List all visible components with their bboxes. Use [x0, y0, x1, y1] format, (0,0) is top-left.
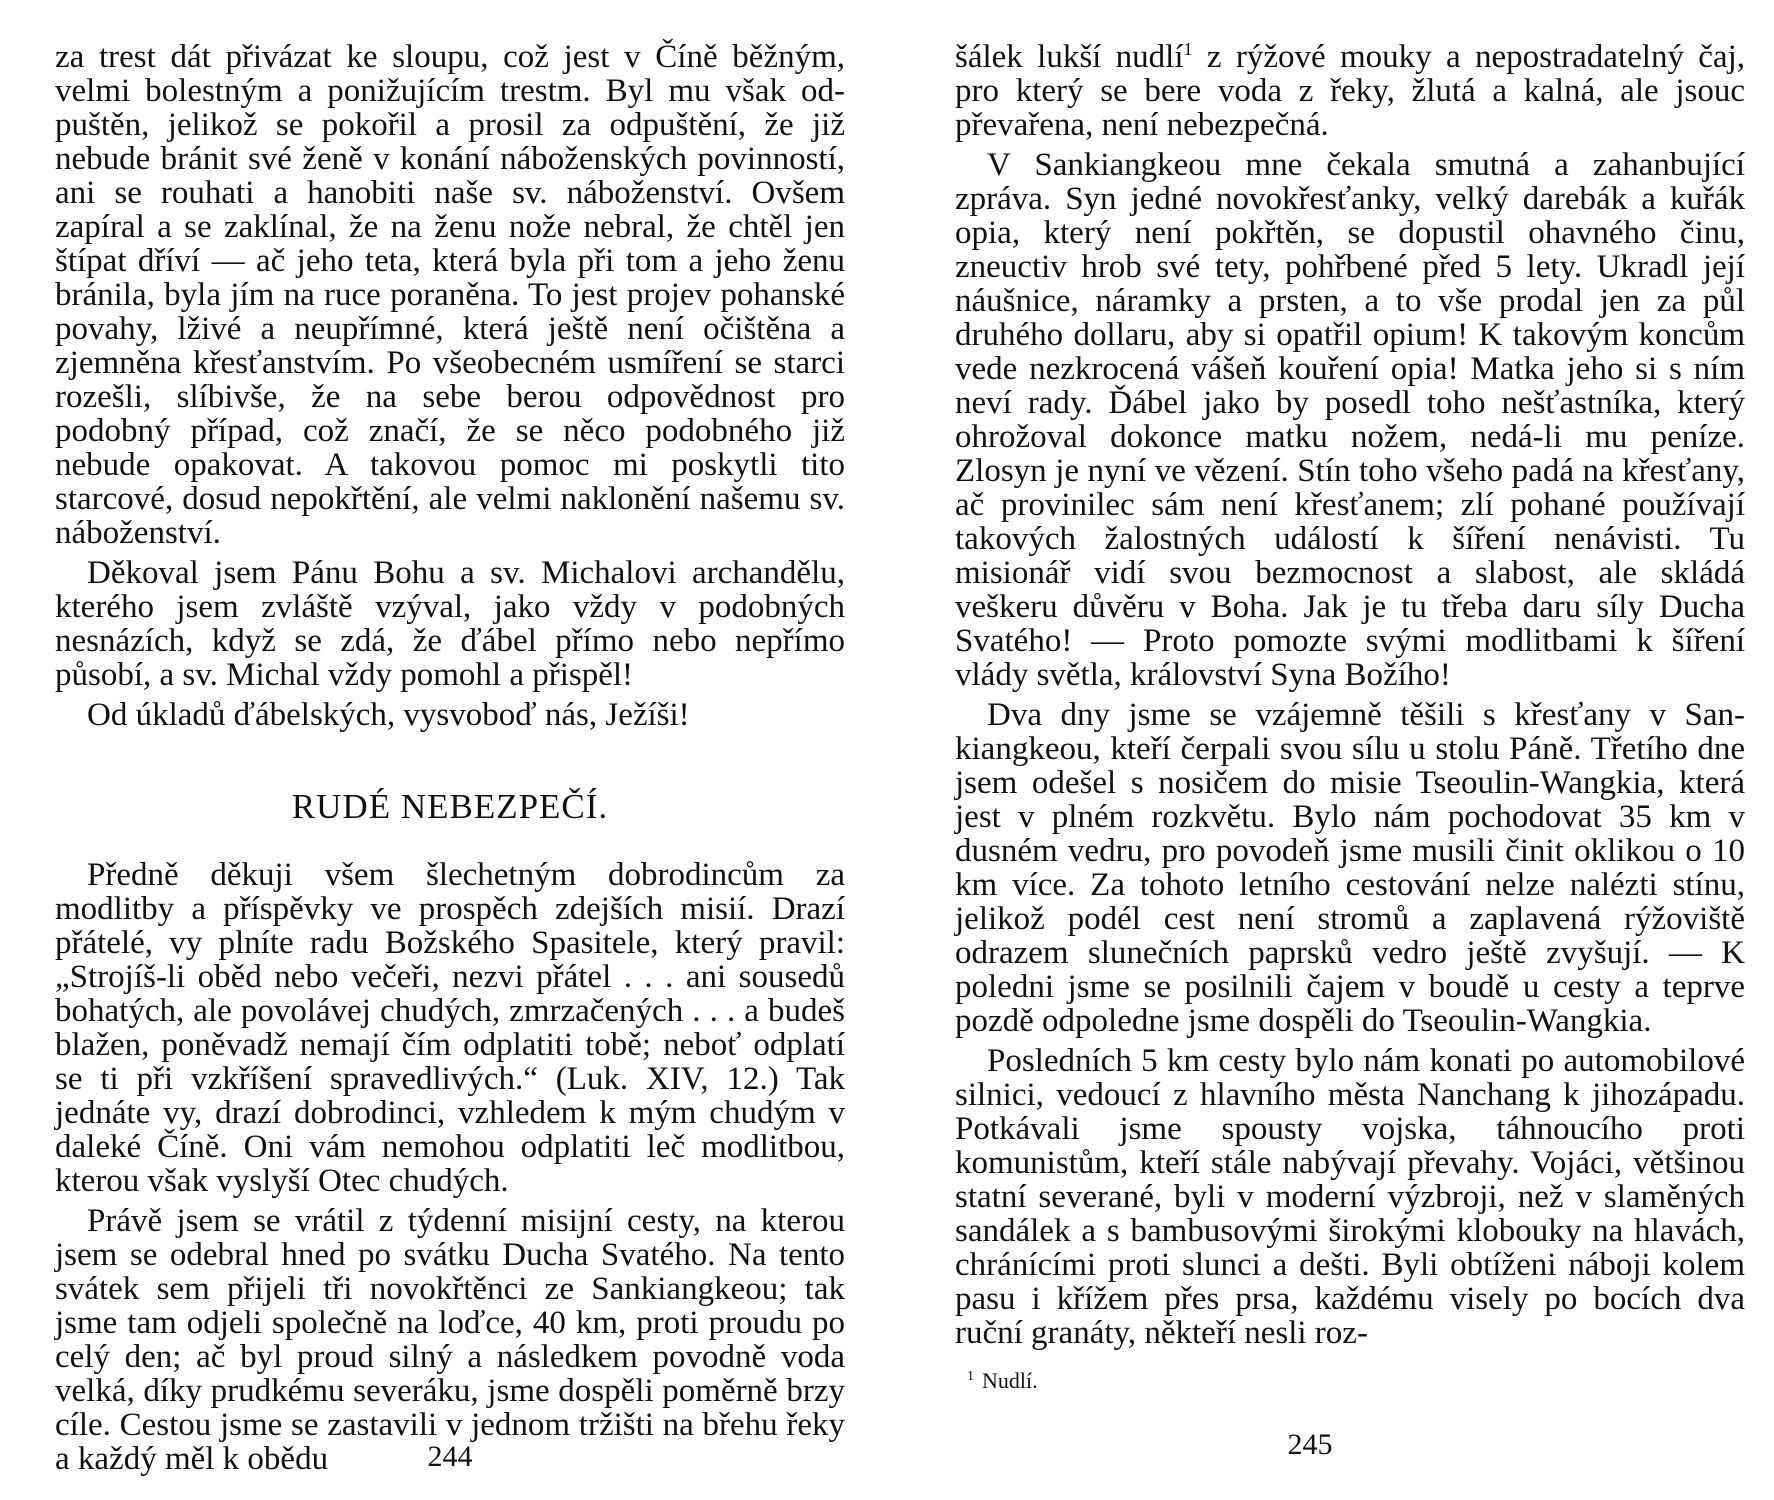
- footnote-marker: 1: [967, 1368, 974, 1384]
- paragraph: Předně děkuji všem šlechetným dobrodincům za modlitby a příspěvky ve prospěch zdejších misií. Drazí přátelé, vy plníte radu Božského Spasitele, který pravil: „Strojíš-li oběd nebo večeři, nezvi přátel . . . ani sousedů bohatých, ale povolávej chudých, zmrzačených . . . a budeš blažen, poněvadž nemají čím odplatiti tobě; neboť odplatí se ti při vzkříšení spravedlivých.“ (Luk. XIV, 12.) Tak jednáte vy, drazí dobrodinci, vzhledem k mým chudým v daleké Číně. Oni vám nemohou odplatiti leč modlitbou, kterou však vyslyší Otec chudých.: [55, 857, 845, 1199]
- closing-prayer: Od úkladů ďábelských, vysvoboď nás, Ježíši!: [87, 697, 690, 733]
- paragraph: Posledních 5 km cesty bylo nám konati po automobilové silnici, vedoucí z hlavního města Nanchang k jihozápadu. Potkávali jsme spousty vojska, táhnoucího proti komunistům, kteří stále nabývají převahy. Vojáci, většinou statní severané, byli v moderní výzbroji, než v slaměných sandálek a s bambusovými širokými klobouky na hlavách, chránícími proti slunci a dešti. Byli obtíženi náboji kolem pasu i křížem přes prsa, každému visely po bocích dva ruční granáty, někteří nesli roz-: [955, 1043, 1745, 1351]
- paragraph-text: z rýžové mouky a nepostradatelný čaj, pro který se bere voda z řeky, žlutá a kalná, ale jsouc převařena, není nebezpečná.: [955, 39, 1745, 143]
- page-number: 245: [1287, 1428, 1333, 1461]
- left-page: [55, 0, 845, 1500]
- right-page-text: [955, 40, 1745, 1356]
- footnote: [967, 1368, 1038, 1394]
- paragraph: V Sankiangkeou mne čekala smutná a zahanbující zpráva. Syn jedné novokřesťanky, velký darebák a kuřák opia, který není pokřtěn, se dopustil ohavného činu, zneuctiv hrob své tety, pohřbené před 5 lety. Ukradl její náušnice, náramky a prsten, a to vše prodal jen za půl druhého dollaru, aby si opatřil opium! K takovým koncům vede nezkrocená vášeň kouření opia! Matka jeho si s ním neví rady. Ďábel jako by posedl toho nešťastníka, který ohrožoval dokonce matku nožem, nedá-li mu peníze. Zlosyn je nyní ve vězení. Stín toho všeho padá na křesťany, ač provinilec sám není křesťanem; zlí pohané používají takových žalostných událostí k šíření nenávisti. Tu misionář vidí svou bezmocnost a slabost, ale skládá veškeru důvěru v Boha. Jak je tu třeba daru síly Ducha Svatého! — Proto pomozte svými modlitbami k šíření vlády světla, království Syna Božího!: [955, 147, 1745, 693]
- footnote-reference: 1: [1183, 39, 1193, 59]
- paragraph: Děkoval jsem Pánu Bohu a sv. Michalovi archandělu, kterého jsem zvláště vzýval, jako vždy v podobných nesnázích, když se zdá, že ďábel přímo nebo nepřímo působí, a sv. Michal vždy pomohl a přispěl!: [55, 555, 845, 693]
- right-page: [955, 0, 1745, 1500]
- left-page-text: [55, 40, 845, 1482]
- paragraph: Právě jsem se vrátil z týdenní misijní cesty, na kterou jsem se odebral hned po svátku Ducha Svatého. Na tento svátek sem přijeli tři novokřtěnci ze Sankiangkeou; tak jsme tam odjeli společně na loďce, 40 km, proti proudu po celý den; ač byl proud silný a následkem povodně voda velká, díky prudkému severáku, jsme dospěli poměrně brzy cíle. Cestou jsme se zastavili v jednom tržišti na břehu řeky a každý měl k obědu: [55, 1203, 845, 1477]
- page-number: 244: [427, 1440, 473, 1473]
- section-heading: RUDÉ NEBEZPEČÍ.: [291, 787, 609, 826]
- paragraph-text: šálek lukší nudlí: [955, 39, 1184, 75]
- paragraph: za trest dát přivázat ke sloupu, což jest v Číně běžným, velmi bolestným a ponižujícím trestm. Byl mu však odpuštěn, jelikož se pokořil a prosil za odpuštění, že již nebude bránit své ženě v konání náboženských povinností, ani se rouhati a hanobiti naše sv. náboženství. Ovšem zapíral a se zaklínal, že na ženu nože nebral, že chtěl jen štípat dříví — ač jeho teta, která byla při tom a jeho ženu bránila, byla jím na ruce poraněna. To jest projev pohanské povahy, lživé a neupřímné, která ještě není očištěna a zjemněna křesťanstvím. Po všeobecném usmíření se starci rozešli, slíbivše, že na sebe berou odpovědnost pro podobný případ, což značí, že se něco podobného již nebude opakovat. A takovou pomoc mi poskytli tito starcové, dosud nepokřtění, ale velmi naklonění našemu sv. náboženství.: [55, 39, 845, 551]
- paragraph: Dva dny jsme se vzájemně těšili s křesťany v Sankiangkeou, kteří čerpali svou sílu u stolu Páně. Třetího dne jsem odešel s nosičem do misie Tseoulin-Wangkia, která jest v plném rozkvětu. Bylo nám pochodovat 35 km v dusném vedru, pro povodeň jsme musili činit oklikou o 10 km více. Za tohoto letního cestování nelze nalézti stínu, jelikož podél cest není stromů a zaplavená rýžoviště odrazem slunečních paprsků vedro ještě zvyšují. — K poledni jsme se posilnili čajem v boudě u cesty a teprve pozdě odpoledne jsme dospěli do Tseoulin-Wangkia.: [955, 697, 1745, 1039]
- paragraph: [955, 40, 1745, 142]
- footnote-text: Nudlí.: [982, 1368, 1038, 1393]
